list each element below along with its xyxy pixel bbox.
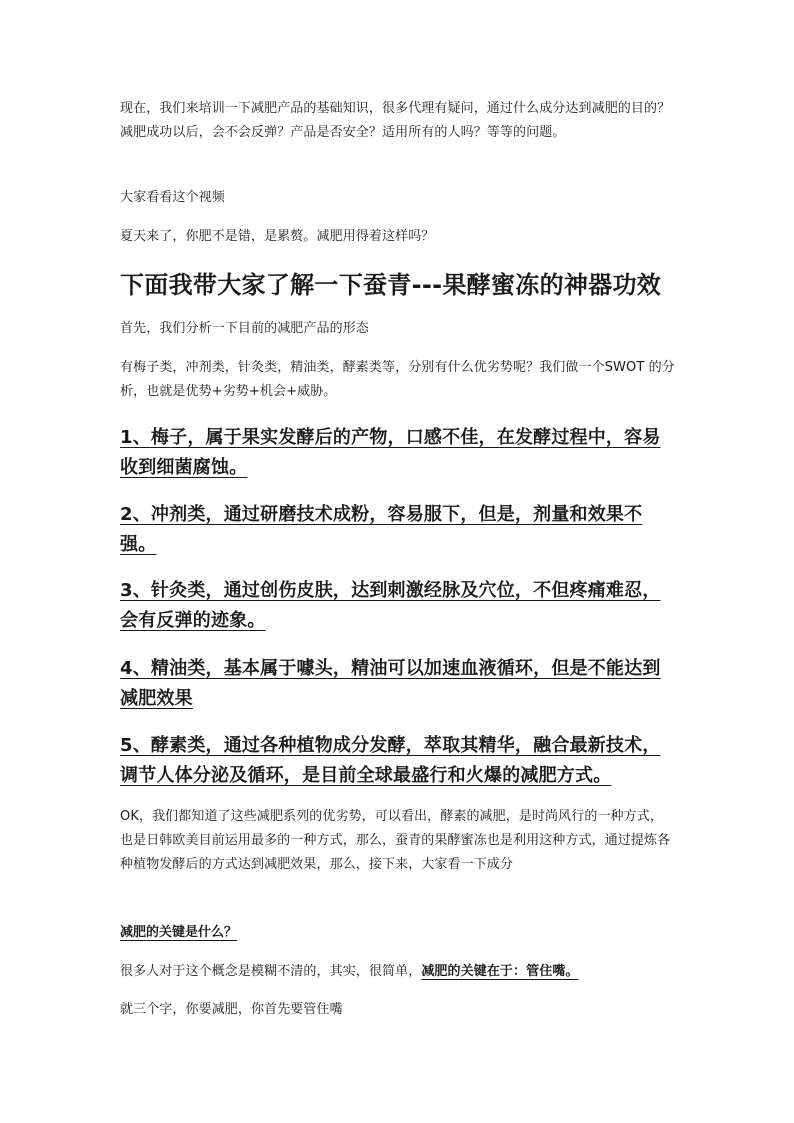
first-analysis-paragraph: 首先，我们分析一下目前的减肥产品的形态 [120,321,369,336]
item-4-text: 4、精油类，基本属于噱头，精油可以加速血液循环，但是不能达到减肥效果 [120,658,661,709]
item-5-heading [120,731,676,791]
intro-paragraph: 现在，我们来培训一下减肥产品的基础知识，很多代理有疑问，通过什么成分达到减肥的目的？减肥成功以后，会不会反弹？产品是否安全？适用所有的人吗？等等的问题。 [120,101,671,140]
ok-paragraph: OK，我们都知道了这些减肥系列的优劣势，可以看出，酵素的减肥，是时尚风行的一种方式，也是日韩欧美目前运用最多的一种方式，那么，蚕青的果酵蜜冻也是利用这种方式，通过提炼各种植物发酵后的方式达到减肥效果，那么，接下来，大家看一下成分 [120,809,671,872]
key-question-text: 减肥的关键是什么？ [120,925,238,940]
item-2-heading [120,500,676,560]
many-people-prefix: 很多人对于这个概念是模糊不清的，其实，很简单， [120,964,422,979]
item-1-heading [120,423,676,483]
video-prompt-paragraph: 大家看看这个视频 [120,190,225,205]
item-4-heading [120,654,676,714]
item-1-text: 1、梅子，属于果实发酵后的产物，口感不佳，在发酵过程中，容易收到细菌腐蚀。 [120,427,661,478]
item-5-text: 5、酵素类，通过各种植物成分发酵，萃取其精华，融合最新技术，调节人体分泌及循环，是目前全球最盛行和火爆的减肥方式。 [120,735,661,786]
many-people-bold: 减肥的关键在于：管住嘴。 [421,964,579,979]
item-2-text: 2、冲剂类，通过研磨技术成粉，容易服下，但是，剂量和效果不强。 [120,504,643,555]
types-intro-paragraph: 有梅子类，冲剂类，针灸类，精油类，酵素类等，分别有什么优劣势呢？我们做一个SWOT 的分析，也就是优势+劣势+机会+威胁。 [120,360,675,399]
many-people-paragraph [120,960,676,984]
item-3-heading [120,576,676,636]
main-heading: 下面我带大家了解一下蚕青---果酵蜜冻的神器功效 [120,271,662,299]
item-3-text: 3、针灸类，通过创伤皮肤，达到刺激经脉及穴位，不但疼痛难忍，会有反弹的迹象。 [120,580,661,631]
key-question [120,921,676,945]
summer-paragraph: 夏天来了，你肥不是错，是累赘。减肥用得着这样吗？ [120,229,435,244]
three-words-paragraph: 就三个字，你要减肥，你首先要管住嘴 [120,1002,343,1017]
